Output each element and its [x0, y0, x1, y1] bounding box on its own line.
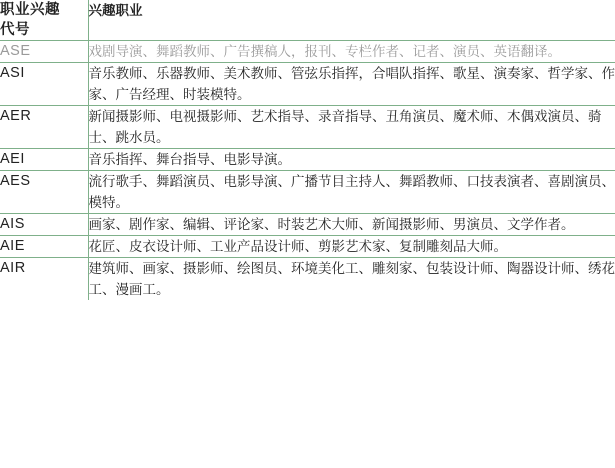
- row-code: AIR: [0, 260, 26, 276]
- table-row: [0, 106, 615, 149]
- table-row: [0, 171, 615, 214]
- row-jobs: 音乐教师、乐器教师、美术教师、管弦乐指挥，合唱队指挥、歌星、演奏家、哲学家、作家、广告经理、时装模特。: [88, 63, 615, 106]
- table-row: [0, 258, 615, 301]
- header-cell-code: [0, 0, 88, 41]
- header-code-line2: 代号: [0, 22, 30, 38]
- table-header-row: [0, 0, 615, 41]
- row-code: ASI: [0, 63, 88, 106]
- table-row: [0, 149, 615, 171]
- row-code: AIS: [0, 214, 88, 236]
- row-jobs: 建筑师、画家、摄影师、绘图员、环境美化工、雕刻家、包装设计师、陶器设计师、绣花工、漫画工。: [88, 261, 615, 297]
- row-jobs: 流行歌手、舞蹈演员、电影导演、广播节目主持人、舞蹈教师、口技表演者、喜剧演员、模特。: [88, 171, 615, 214]
- row-code: AER: [0, 106, 88, 149]
- table-row: [0, 214, 615, 236]
- row-jobs: 戏剧导演、舞蹈教师、广告撰稿人，报刊、专栏作者、记者、演员、英语翻译。: [88, 41, 615, 63]
- row-code: AIE: [0, 236, 88, 258]
- row-jobs: 新闻摄影师、电视摄影师、艺术指导、录音指导、丑角演员、魔术师、木偶戏演员、骑士、跳水员。: [88, 106, 615, 149]
- header-cell-jobs: 兴趣职业: [88, 0, 615, 41]
- table-row: [0, 236, 615, 258]
- row-jobs: 花匠、皮衣设计师、工业产品设计师、剪影艺术家、复制雕刻品大师。: [88, 236, 615, 258]
- table-row: [0, 63, 615, 106]
- row-code: ASE: [0, 41, 88, 63]
- row-code: AES: [0, 171, 88, 214]
- header-code-line1: 职业兴趣: [0, 2, 60, 18]
- row-jobs: 画家、剧作家、编辑、评论家、时装艺术大师、新闻摄影师、男演员、文学作者。: [88, 214, 615, 236]
- row-code: AEI: [0, 149, 88, 171]
- row-jobs: 音乐指挥、舞台指导、电影导演。: [88, 149, 615, 171]
- table-row: [0, 41, 615, 63]
